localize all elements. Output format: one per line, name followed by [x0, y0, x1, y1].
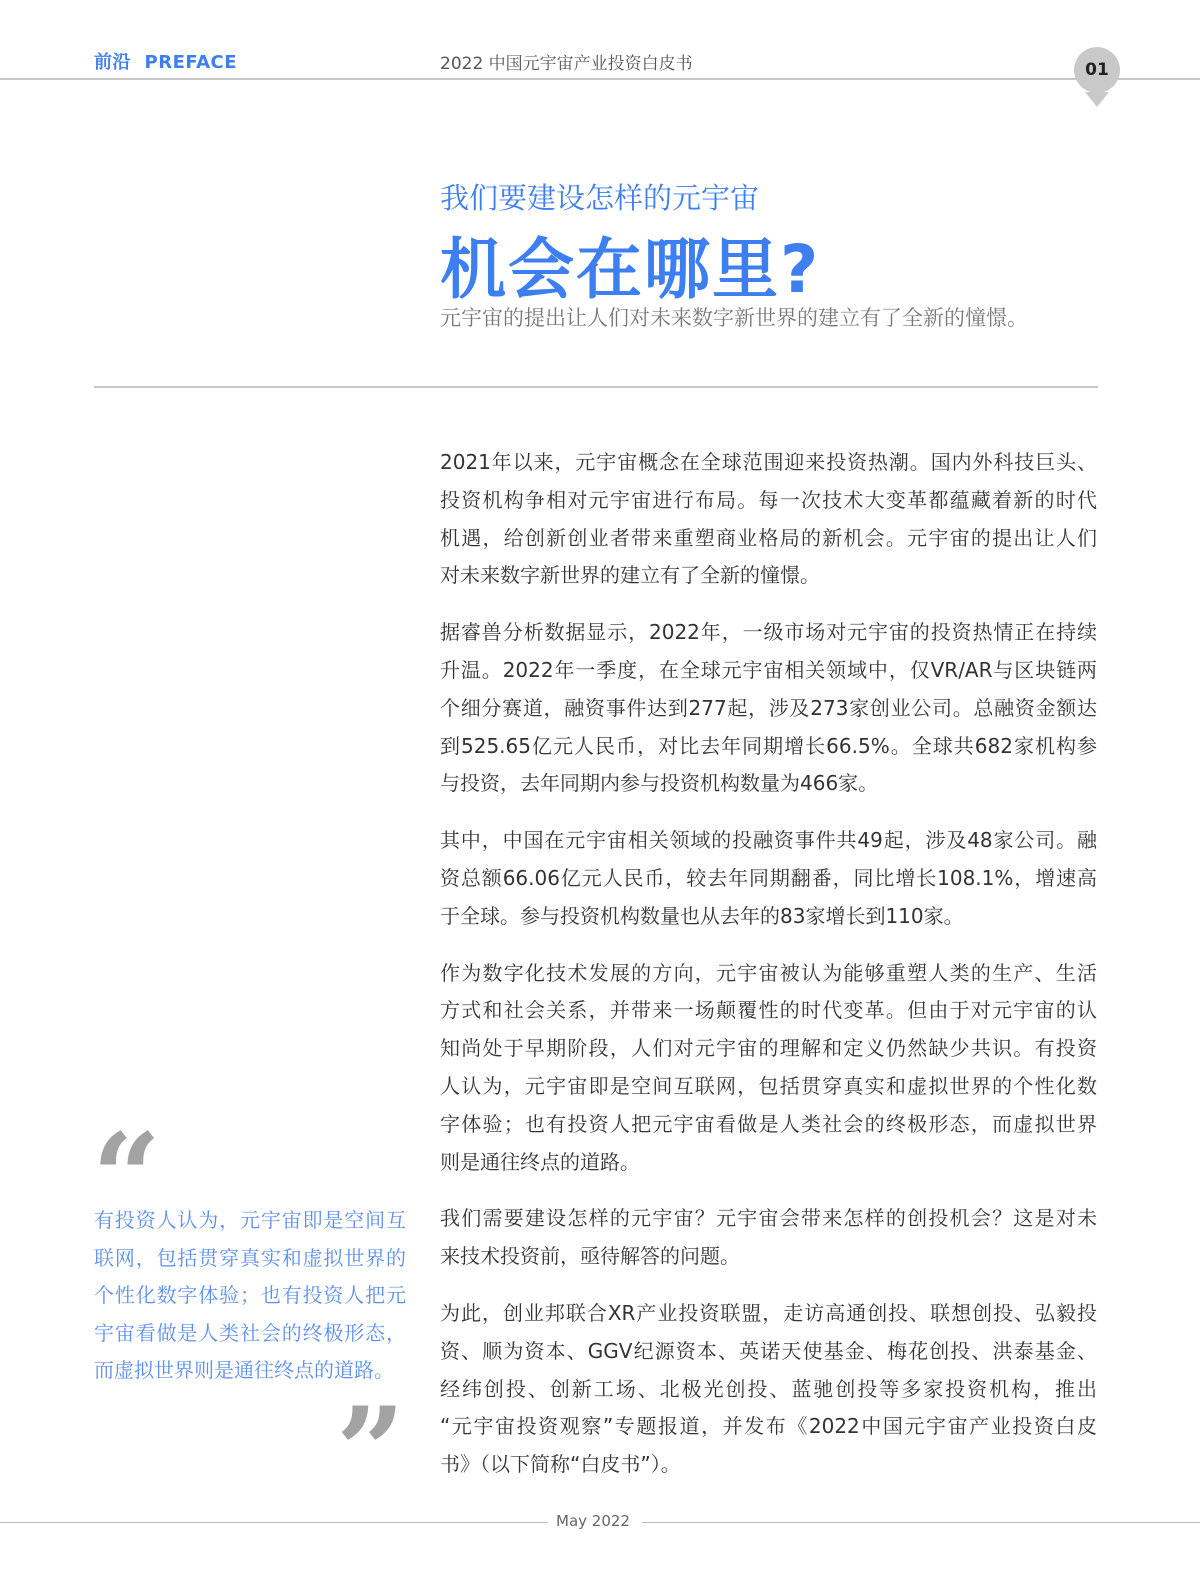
- text-line: 于全球。参与投资机构数量也从去年的83家增长到110家。: [440, 903, 964, 928]
- body-paragraph: [440, 958, 1097, 1185]
- hero-kicker: 我们要建设怎样的元宇宙: [440, 181, 760, 215]
- body-paragraph: [440, 1203, 1097, 1279]
- text-line: 2021年以来，元宇宙概念在全球范围迎来投资热潮。国内外科技巨头、: [440, 450, 1097, 474]
- text-line: “元宇宙投资观察”专题报道，并发布《2022中国元宇宙产业投资白皮: [440, 1414, 1097, 1439]
- text-line: 则是通往终点的道路。: [440, 1149, 640, 1174]
- body-paragraph: [440, 617, 1097, 806]
- text-line: 经纬创投、创新工场、北极光创投、蓝驰创投等多家投资机构，推出: [440, 1376, 1097, 1401]
- body-paragraph: [440, 1298, 1097, 1487]
- body-paragraph: [440, 447, 1097, 598]
- text-line: 与投资，去年同期内参与投资机构数量为466家。: [440, 771, 879, 796]
- pull-quote-line: 联网，包括贯穿真实和虚拟世界的: [94, 1245, 406, 1270]
- open-quote-icon: “: [92, 1107, 162, 1248]
- footer-date: May 2022: [556, 1512, 630, 1530]
- text-line: 投资机构争相对元宇宙进行布局。每一次技术大变革都蕴藏着新的时代: [440, 487, 1097, 512]
- text-line: 升温。2022年一季度，在全球元宇宙相关领域中，仅VR/AR与区块链两: [440, 657, 1097, 682]
- text-line: 来技术投资前，亟待解答的问题。: [440, 1244, 740, 1269]
- footer-rule-right: [642, 1522, 1200, 1523]
- pull-quote-line: 而虚拟世界则是通往终点的道路。: [94, 1358, 394, 1382]
- pull-quote-line: 有投资人认为，元宇宙即是空间互: [94, 1208, 406, 1232]
- pull-quote-line: 个性化数字体验；也有投资人把元: [94, 1283, 406, 1307]
- page-badge-pointer: [1085, 92, 1109, 107]
- body-text: [440, 447, 1097, 1506]
- text-line: 字体验；也有投资人把元宇宙看做是人类社会的终极形态，而虚拟世界: [440, 1111, 1097, 1136]
- page-title: 机会在哪里?: [440, 231, 821, 308]
- text-line: 对未来数字新世界的建立有了全新的憧憬。: [440, 563, 820, 588]
- text-line: 书》（以下简称“白皮书”）。: [440, 1452, 681, 1477]
- page-subtitle: 元宇宙的提出让人们对未来数字新世界的建立有了全新的憧憬。: [440, 306, 1028, 330]
- text-line: 机遇，给创新创业者带来重塑商业格局的新机会。元宇宙的提出让人们: [440, 525, 1097, 550]
- text-line: 方式和社会关系，并带来一场颠覆性的时代变革。但由于对元宇宙的认: [440, 998, 1097, 1023]
- page-number-badge: 01: [1074, 47, 1120, 93]
- text-line: 到525.65亿元人民币，对比去年同期增长66.5%。全球共682家机构参: [440, 733, 1097, 758]
- text-line: 其中，中国在元宇宙相关领域的投融资事件共49起，涉及48家公司。融: [440, 828, 1097, 853]
- text-line: 资总额66.06亿元人民币，较去年同期翻番，同比增长108.1%，增速高: [440, 865, 1097, 890]
- text-line: 据睿兽分析数据显示，2022年，一级市场对元宇宙的投资热情正在持续: [440, 620, 1097, 645]
- text-line: 资、顺为资本、GGV纪源资本、英诺天使基金、梅花创投、洪泰基金、: [440, 1338, 1097, 1363]
- text-line: 为此，创业邦联合XR产业投资联盟，走访高通创投、联想创投、弘毅投: [440, 1300, 1097, 1325]
- header-rule: [0, 78, 1200, 80]
- footer-rule-left: [0, 1522, 548, 1523]
- publication-title: 2022 中国元宇宙产业投资白皮书: [440, 54, 693, 74]
- text-line: 我们需要建设怎样的元宇宙？元宇宙会带来怎样的创投机会？这是对未: [440, 1206, 1097, 1231]
- text-line: 个细分赛道，融资事件达到277起，涉及273家创业公司。总融资金额达: [440, 695, 1097, 720]
- pull-quote: [94, 1205, 406, 1393]
- section-divider: [94, 386, 1098, 388]
- section-label: 前沿 PREFACE: [94, 52, 238, 73]
- text-line: 知尚处于早期阶段，人们对元宇宙的理解和定义仍然缺少共识。有投资: [440, 1036, 1097, 1061]
- body-paragraph: [440, 825, 1097, 938]
- close-quote-icon: ”: [336, 1381, 406, 1522]
- text-line: 作为数字化技术发展的方向，元宇宙被认为能够重塑人类的生产、生活: [440, 960, 1097, 985]
- text-line: 人认为，元宇宙即是空间互联网，包括贯穿真实和虚拟世界的个性化数: [440, 1073, 1097, 1098]
- pull-quote-line: 宇宙看做是人类社会的终极形态，: [94, 1320, 406, 1345]
